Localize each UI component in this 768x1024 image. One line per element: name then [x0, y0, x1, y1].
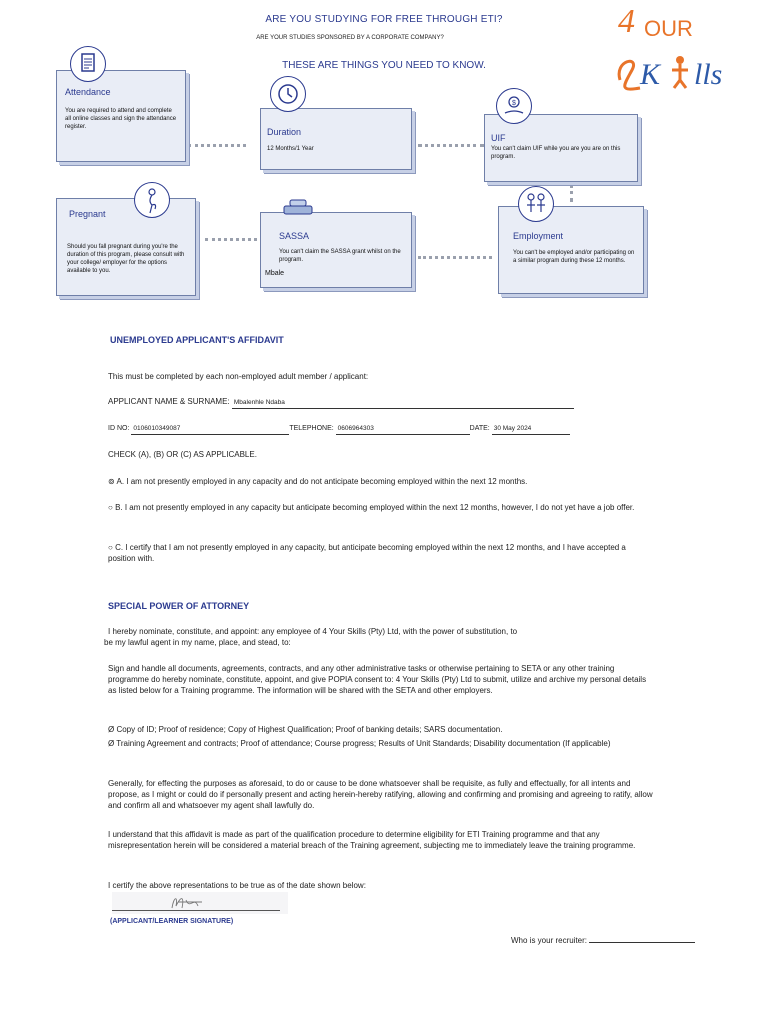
card-sassa — [260, 212, 412, 288]
certify-text: I certify the above representations to be true as of the date shown below: — [108, 881, 366, 890]
card-title: Pregnant — [69, 209, 106, 219]
card-title: Attendance — [65, 87, 111, 97]
money-stack-icon — [280, 194, 316, 220]
header-tagline: THESE ARE THINGS YOU NEED TO KNOW. — [282, 60, 486, 71]
telephone-label: TELEPHONE: — [289, 425, 334, 432]
poa-bullet-1: Ø Copy of ID; Proof of residence; Copy of Highest Qualification; Proof of banking details; SARS documentation. — [108, 725, 503, 734]
svg-text:lls: lls — [694, 58, 723, 91]
connector-dots — [205, 238, 257, 245]
pregnant-icon — [134, 182, 170, 218]
card-title: SASSA — [279, 231, 310, 241]
id-field[interactable]: 0106010349087 — [131, 423, 289, 435]
applicant-name-label: APPLICANT NAME & SURNAME: — [108, 397, 230, 406]
money-hand-icon — [496, 88, 532, 124]
option-c-label: C. I certify that I am not presently employed in any capacity, but anticipate becoming employed within the next 12 months, and I have accepted a position with. — [108, 543, 626, 563]
poa-title: SPECIAL POWER OF ATTORNEY — [108, 601, 250, 611]
four-your-skills-logo — [610, 0, 760, 96]
recruiter-field[interactable] — [589, 934, 695, 943]
card-attendance — [56, 70, 186, 162]
card-duration — [260, 108, 412, 170]
header-subtitle: ARE YOUR STUDIES SPONSORED BY A CORPORATE COMPANY? — [256, 35, 444, 41]
card-text: 12 Months/1 Year — [267, 146, 314, 152]
option-b[interactable] — [108, 502, 648, 513]
radio-selected-icon[interactable]: ⊚ — [108, 477, 115, 486]
card-text: You are required to attend and complete all online classes and sign the attendance register. — [65, 108, 177, 130]
connector-dots — [418, 256, 492, 263]
applicant-name-row — [108, 396, 608, 409]
card-text: You can't claim the SASSA grant whilst on the program. — [279, 249, 401, 263]
card-text: You can't claim UIF while you are you are on this program. — [491, 146, 621, 160]
document-icon — [70, 46, 106, 82]
affidavit-title: UNEMPLOYED APPLICANT'S AFFIDAVIT — [110, 335, 284, 345]
recruiter-row — [511, 934, 695, 946]
id-label: ID NO: — [108, 425, 130, 432]
handwritten-note: Mbale — [265, 270, 285, 277]
connector-dots — [418, 144, 484, 151]
poa-bullet-2: Ø Training Agreement and contracts; Proof of attendance; Course progress; Results of Unit Standards; Disability documentation (If applicable) — [108, 739, 611, 748]
option-a-label: A. I am not presently employed in any capacity and do not anticipate becoming employed within the next 12 months. — [116, 477, 528, 486]
radio-empty-icon[interactable]: ○ — [108, 503, 113, 512]
header-title: ARE YOU STUDYING FOR FREE THROUGH ETI? — [265, 14, 503, 25]
applicant-name-field[interactable]: Mbalenhle Ndaba — [232, 397, 574, 409]
date-field[interactable]: 30 May 2024 — [492, 423, 570, 435]
radio-empty-icon[interactable]: ○ — [108, 543, 113, 552]
option-c[interactable] — [108, 542, 652, 564]
card-pregnant — [56, 198, 196, 296]
signature-line — [112, 910, 280, 911]
recruiter-label: Who is your recruiter: — [511, 936, 588, 945]
option-b-label: B. I am not presently employed in any capacity but anticipate becoming employed within the next 12 months, however, I do not yet have a job offer. — [115, 503, 635, 512]
card-text: You can't be employed and/or participating on a similar program during these 12 months. — [513, 250, 635, 264]
card-text: Should you fall pregnant during you're the duration of this program, please consult with your college/ employer for the options available to you. — [67, 244, 185, 274]
check-instruction: CHECK (A), (B) OR (C) AS APPLICABLE. — [108, 450, 257, 459]
poa-paragraph-1: I hereby nominate, constitute, and appoint: any employee of 4 Your Skills (Pty) Ltd, with the power of substitution, to be my lawful agent in my name, place, and stead, to: — [104, 627, 518, 647]
card-title: Employment — [513, 231, 564, 241]
poa-paragraph-3: Generally, for effecting the purposes as aforesaid, to do or cause to be done whatsoever shall be requisite, as fully and effectually, for all intents and propose, as I might or could do if personally present and acting herein-hereby ratifying, allowing and confirming and promising and agreeing to ratify, allow and confirm all and whatsoever my agent shall lawfully do. — [108, 779, 653, 810]
poa-paragraph-2: Sign and handle all documents, agreements, contracts, and any other administrative tasks or otherwise pertaining to SETA or any other training programme do hereby nominate, constitute, appoint, and give POPIA consent to: 4 Your Skills (Pty) Ltd to submit, utilize and archive my personal details as listed below for a Training programme. The information will be shared with the SETA and other employers. — [108, 664, 647, 695]
card-uif — [484, 114, 638, 182]
card-title: Duration — [267, 127, 302, 137]
signature-field[interactable] — [112, 892, 288, 914]
signature-label: (APPLICANT/LEARNER SIGNATURE) — [110, 918, 234, 925]
clock-icon — [270, 76, 306, 112]
card-title: UIF — [491, 133, 506, 143]
telephone-field[interactable]: 0606964303 — [336, 423, 470, 435]
affidavit-intro: This must be completed by each non-employed adult member / applicant: — [108, 372, 369, 381]
connector-dots — [570, 184, 577, 202]
connector-dots — [188, 144, 246, 151]
option-a[interactable] — [108, 476, 648, 487]
svg-text:4: 4 — [618, 3, 635, 40]
id-row — [108, 423, 628, 435]
people-icon — [518, 186, 554, 222]
date-label: DATE: — [469, 425, 490, 432]
poa-paragraph-4: I understand that this affidavit is made as part of the qualification procedure to determine eligibility for ETI Training programme and that any misrepresentation herein will be considered a material breach of the Training agreement, subjecting me to immediately leave the training programme. — [108, 830, 636, 850]
svg-text:K: K — [640, 58, 661, 91]
svg-text:OUR: OUR — [644, 16, 693, 41]
svg-text:$: $ — [512, 100, 516, 107]
